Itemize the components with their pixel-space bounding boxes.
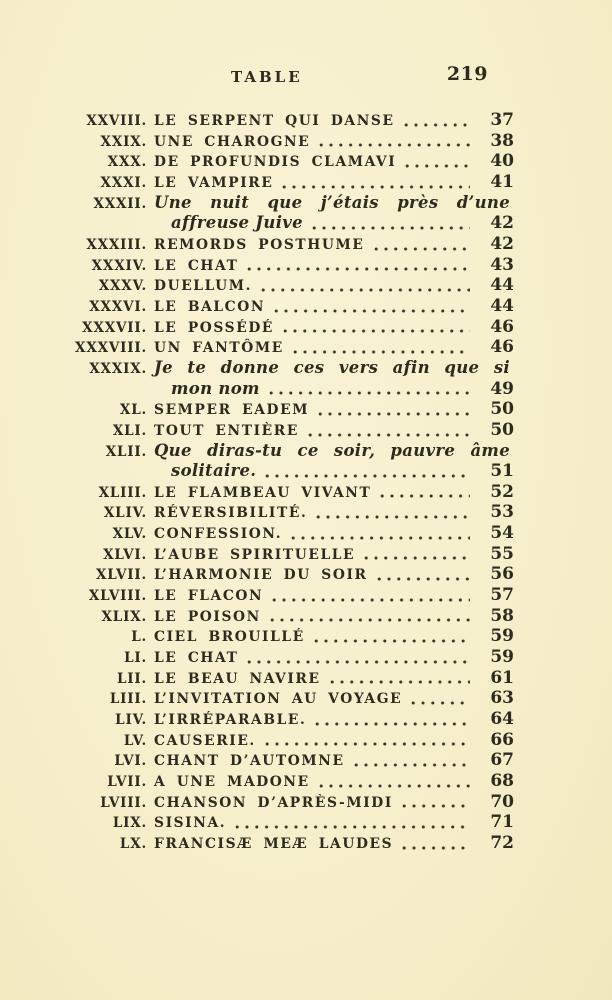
entry-roman-numeral: XLIII. (98, 484, 147, 501)
toc-entry-line2 (62, 379, 514, 400)
entry-page-number: 68 (490, 771, 514, 791)
entry-title-line2: affreuse Juive (171, 213, 303, 233)
dot-leader (293, 345, 470, 355)
toc-entry (62, 668, 514, 689)
entry-page-number: 58 (490, 605, 514, 626)
dot-leader (270, 613, 470, 623)
dot-leader (411, 696, 470, 706)
entry-roman-numeral: LVII. (107, 774, 147, 790)
dot-leader (282, 180, 470, 190)
entry-page-number: 71 (490, 812, 514, 833)
entry-title-line2: solitaire. (171, 461, 257, 481)
entry-title: L’IRRÉPARABLE. (154, 712, 307, 729)
dot-leader (330, 675, 470, 685)
entry-roman-numeral: XXXVIII. (75, 340, 147, 357)
entry-title: CAUSERIE. (154, 732, 256, 749)
entry-page-number: 38 (490, 130, 514, 151)
dot-leader (354, 758, 470, 768)
entry-title-line1: Une nuit que j’étais près d’une (154, 192, 510, 212)
entry-page-number: 37 (490, 110, 514, 130)
entry-roman-numeral: XLVII. (96, 567, 147, 584)
entry-page-number: 64 (490, 709, 514, 730)
dot-leader (319, 779, 470, 789)
dot-leader (380, 489, 470, 499)
toc-entry (62, 337, 514, 358)
toc-entry (62, 564, 514, 585)
entry-roman-numeral: XXXV. (98, 278, 147, 295)
dot-leader (269, 386, 470, 396)
entry-title: L’AUBE SPIRITUELLE (154, 546, 356, 563)
entry-page-number: 72 (490, 832, 514, 853)
page-header (0, 63, 612, 87)
entry-roman-numeral: XLI. (112, 422, 147, 439)
toc-entry (62, 399, 514, 420)
toc-entry (62, 317, 514, 338)
dot-leader (377, 572, 470, 582)
dot-leader (265, 737, 470, 747)
entry-title: RÉVERSIBILITÉ. (154, 505, 308, 522)
entry-title-line1: Je te donne ces vers afin que si (154, 357, 510, 377)
entry-page-number: 63 (490, 688, 514, 709)
dot-leader (315, 717, 470, 727)
entry-page-number: 56 (490, 564, 514, 585)
entry-roman-numeral: XXXIX. (89, 360, 147, 377)
entry-roman-numeral: XXXII. (93, 195, 147, 212)
entry-title: SEMPER EADEM (154, 402, 310, 419)
toc-entry (62, 833, 514, 854)
entry-title: UNE CHAROGNE (154, 133, 311, 150)
entry-title: CHANSON D’APRÈS-MIDI (154, 794, 393, 811)
entry-roman-numeral: XXXVI. (89, 298, 147, 315)
table-heading: TABLE (231, 68, 303, 86)
toc-entry (62, 709, 514, 730)
dot-leader (272, 593, 470, 603)
entry-title: LE BEAU NAVIRE (154, 670, 321, 687)
toc-entry (62, 172, 514, 193)
toc-entry (62, 255, 514, 276)
entry-roman-numeral: LIV. (115, 712, 147, 729)
entry-page-number: 46 (490, 316, 514, 337)
entry-roman-numeral: LV. (123, 732, 147, 749)
entry-roman-numeral: XXXIII. (86, 236, 147, 253)
dot-leader (291, 531, 470, 541)
entry-title: FRANCISÆ MEÆ LAUDES (154, 835, 394, 852)
entry-title: LE FLACON (154, 588, 264, 605)
entry-title: LE BALCON (154, 298, 266, 315)
entry-page-number: 57 (490, 585, 514, 606)
toc-entry (62, 585, 514, 606)
entry-page-number: 51 (490, 461, 514, 482)
entry-roman-numeral: XLIV. (103, 505, 147, 522)
entry-page-number: 50 (490, 419, 514, 440)
dot-leader (274, 304, 470, 314)
entry-page-number: 66 (490, 729, 514, 750)
entry-title: CIEL BROUILLÉ (154, 629, 305, 646)
dot-leader (316, 510, 470, 520)
entry-roman-numeral: XXXI. (100, 174, 147, 191)
entry-roman-numeral: LI. (124, 650, 147, 667)
entry-title: DUELLUM. (154, 278, 253, 295)
toc-entry (62, 626, 514, 647)
toc-entry (62, 606, 514, 627)
entry-title: CHANT D’AUTOMNE (154, 753, 345, 770)
entry-page-number: 67 (490, 750, 514, 771)
entry-page-number: 61 (490, 667, 514, 688)
dot-leader (247, 655, 470, 665)
table-of-contents (62, 110, 514, 854)
entry-page-number: 50 (490, 399, 514, 420)
dot-leader (364, 551, 470, 561)
entry-title-line1: Que diras-tu ce soir, pauvre âme (154, 440, 510, 460)
entry-roman-numeral: XLIX. (101, 608, 147, 625)
entry-page-number: 59 (490, 647, 514, 668)
dot-leader (312, 221, 470, 231)
dot-leader (283, 324, 470, 334)
entry-roman-numeral: XXXVII. (82, 319, 147, 336)
entry-roman-numeral: XXIX. (100, 133, 147, 150)
entry-roman-numeral: XLVI. (103, 546, 147, 563)
toc-entry (62, 420, 514, 441)
entry-page-number: 53 (490, 502, 514, 523)
dot-leader (308, 428, 470, 438)
toc-entry (62, 544, 514, 565)
entry-roman-numeral: LVIII. (100, 794, 147, 811)
entry-page-number: 46 (490, 337, 514, 358)
dot-leader (261, 283, 470, 293)
toc-entry (62, 296, 514, 317)
entry-page-number: 44 (490, 275, 514, 296)
entry-roman-numeral: XXX. (107, 154, 147, 171)
entry-page-number: 41 (490, 171, 514, 192)
toc-entry-line2 (62, 461, 514, 482)
toc-entry (62, 110, 514, 131)
entry-roman-numeral: LX. (119, 835, 147, 852)
entry-roman-numeral: LVI. (114, 753, 147, 770)
entry-page-number: 52 (490, 481, 514, 502)
entry-title-line2: mon nom (171, 378, 260, 398)
entry-roman-numeral: XLII. (105, 443, 147, 460)
dot-leader (247, 262, 470, 272)
entry-page-number: 55 (490, 543, 514, 564)
entry-title: LE CHAT (154, 257, 239, 274)
toc-entry (62, 647, 514, 668)
toc-entry (62, 151, 514, 172)
toc-entry-line1 (62, 441, 514, 462)
entry-roman-numeral: XLVIII. (88, 588, 147, 605)
entry-roman-numeral: XLV. (112, 526, 147, 543)
toc-entry-line1 (62, 193, 514, 214)
entry-page-number: 42 (490, 233, 514, 254)
toc-entry (62, 792, 514, 813)
toc-entry (62, 750, 514, 771)
entry-page-number: 40 (490, 151, 514, 172)
entry-title: UN FANTÔME (154, 340, 284, 357)
toc-entry (62, 688, 514, 709)
entry-roman-numeral: LIX. (112, 815, 147, 832)
toc-entry (62, 523, 514, 544)
entry-page-number: 42 (490, 213, 514, 234)
entry-title: A UNE MADONE (154, 774, 310, 790)
dot-leader (319, 138, 470, 148)
toc-entry (62, 482, 514, 503)
entry-title: LE SERPENT QUI DANSE (154, 113, 395, 129)
entry-page-number: 59 (490, 626, 514, 647)
entry-title: LE VAMPIRE (154, 174, 274, 191)
dot-leader (265, 469, 470, 479)
entry-title: CONFESSION. (154, 526, 283, 543)
entry-title: L’INVITATION AU VOYAGE (154, 691, 403, 708)
entry-roman-numeral: XXXIV. (91, 257, 147, 274)
toc-entry (62, 275, 514, 296)
entry-title: LE POSSÉDÉ (154, 319, 275, 336)
dot-leader (404, 118, 470, 128)
entry-title: LE CHAT (154, 650, 239, 667)
dot-leader (405, 159, 470, 169)
entry-title: DE PROFUNDIS CLAMAVI (154, 154, 397, 171)
toc-entry (62, 131, 514, 152)
entry-roman-numeral: XXVIII. (86, 113, 147, 129)
entry-roman-numeral: LIII. (109, 691, 147, 708)
toc-entry (62, 730, 514, 751)
page-number-folio: 219 (446, 63, 488, 85)
dot-leader (314, 634, 470, 644)
entry-page-number: 43 (490, 254, 514, 275)
entry-roman-numeral: LII. (116, 670, 147, 687)
toc-entry-line2 (62, 213, 514, 234)
entry-page-number: 54 (490, 523, 514, 544)
toc-entry (62, 812, 514, 833)
entry-title: SISINA. (154, 815, 227, 832)
entry-page-number: 44 (490, 295, 514, 316)
toc-entry (62, 234, 514, 255)
entry-title: LE FLAMBEAU VIVANT (154, 484, 372, 501)
entry-title: TOUT ENTIÈRE (154, 422, 299, 439)
toc-entry (62, 502, 514, 523)
toc-entry (62, 771, 514, 792)
entry-page-number: 49 (490, 378, 514, 399)
toc-entry-line1 (62, 358, 514, 379)
entry-roman-numeral: L. (131, 629, 147, 646)
dot-leader (374, 242, 470, 252)
dot-leader (402, 799, 470, 809)
dot-leader (402, 841, 470, 851)
dot-leader (318, 407, 470, 417)
entry-title: REMORDS POSTHUME (154, 236, 365, 253)
entry-title: LE POISON (154, 608, 261, 625)
entry-title: L’HARMONIE DU SOIR (154, 567, 368, 584)
entry-page-number: 70 (490, 791, 514, 812)
dot-leader (235, 820, 470, 830)
entry-roman-numeral: XL. (119, 402, 147, 419)
